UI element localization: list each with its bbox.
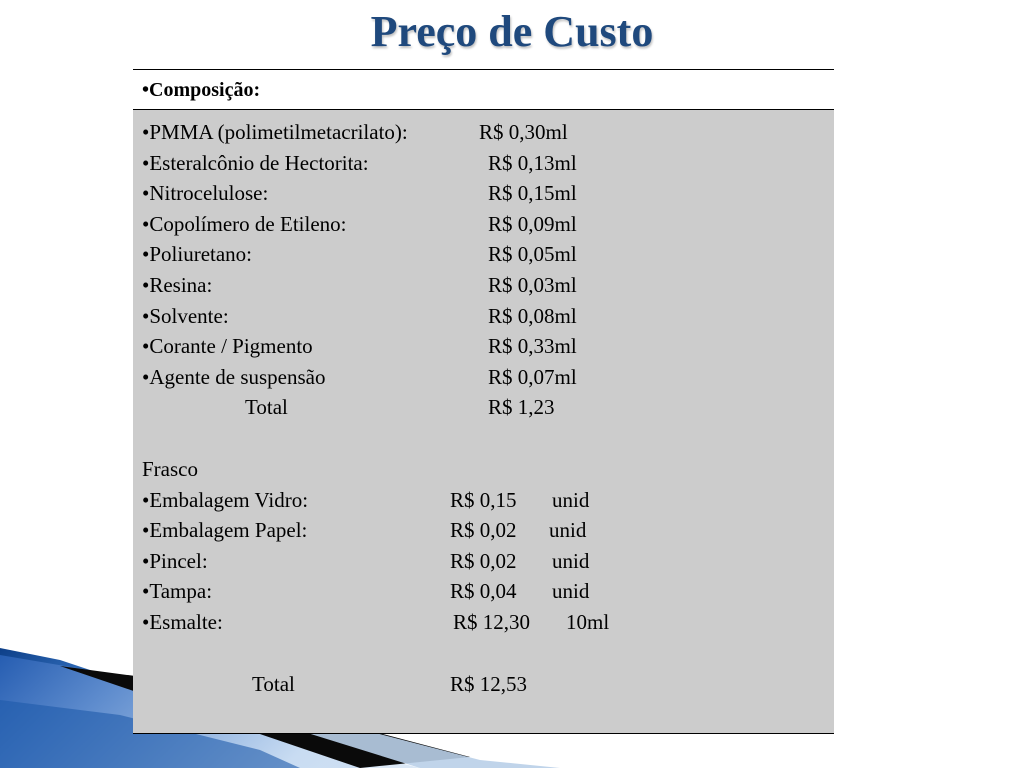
slide-title: Preço de Custo [370,7,654,56]
list-item [133,549,834,579]
item-price: R$ 0,07ml [488,365,577,389]
item-name: •Esmalte: [142,610,223,634]
item-name: •Resina: [142,273,213,297]
item-name: •Embalagem Vidro: [142,488,309,512]
list-item [133,334,834,364]
item-name: •Copolímero de Etileno: [142,212,347,236]
list-item [133,151,834,181]
ingredients-total-row [133,395,834,425]
item-price: R$ 0,33ml [488,334,577,358]
section-title: Frasco [142,457,198,481]
item-name: •Embalagem Papel: [142,518,308,542]
total-label: Total [252,672,295,696]
table-body [133,110,834,734]
list-item [133,610,834,640]
table-header [133,69,834,110]
list-item [133,579,834,609]
item-name: •Solvente: [142,304,229,328]
item-name: •PMMA (polimetilmetacrilato): [142,120,408,144]
list-item [133,304,834,334]
list-item [133,273,834,303]
item-price: R$ 0,09ml [488,212,577,236]
item-name: •Pincel: [142,549,208,573]
item-unit: unid [552,488,590,512]
item-price: R$ 0,05ml [488,242,577,266]
list-item [133,518,834,548]
item-name: •Nitrocelulose: [142,181,269,205]
total-label: Total [245,395,288,419]
item-price: R$ 0,08ml [488,304,577,328]
item-price: R$ 0,15ml [488,181,577,205]
grand-total-row [133,672,834,702]
item-price: R$ 0,02 [450,549,517,573]
item-name: •Poliuretano: [142,242,253,266]
list-item [133,242,834,272]
table-header-label: •Composição: [142,79,261,101]
list-item [133,488,834,518]
item-price: R$ 0,02 [450,518,517,542]
item-price: R$ 0,30ml [479,120,568,144]
item-name: •Tampa: [142,579,213,603]
cost-table [133,69,834,734]
item-price: R$ 12,30 [453,610,531,634]
item-price: R$ 0,04 [450,579,517,603]
item-price: R$ 0,03ml [488,273,577,297]
item-unit: 10ml [566,610,610,634]
list-item [133,365,834,395]
item-price: R$ 0,13ml [488,151,577,175]
item-unit: unid [552,579,590,603]
item-name: •Esteralcônio de Hectorita: [142,151,369,175]
total-value: R$ 12,53 [450,672,528,696]
total-value: R$ 1,23 [488,395,555,419]
item-price: R$ 0,15 [450,488,517,512]
item-name: •Agente de suspensão [142,365,326,389]
item-unit: unid [549,518,587,542]
list-item [133,181,834,211]
item-name: •Corante / Pigmento [142,334,313,358]
list-item [133,120,834,150]
item-unit: unid [552,549,590,573]
list-item [133,212,834,242]
section-title-frasco [133,457,834,487]
